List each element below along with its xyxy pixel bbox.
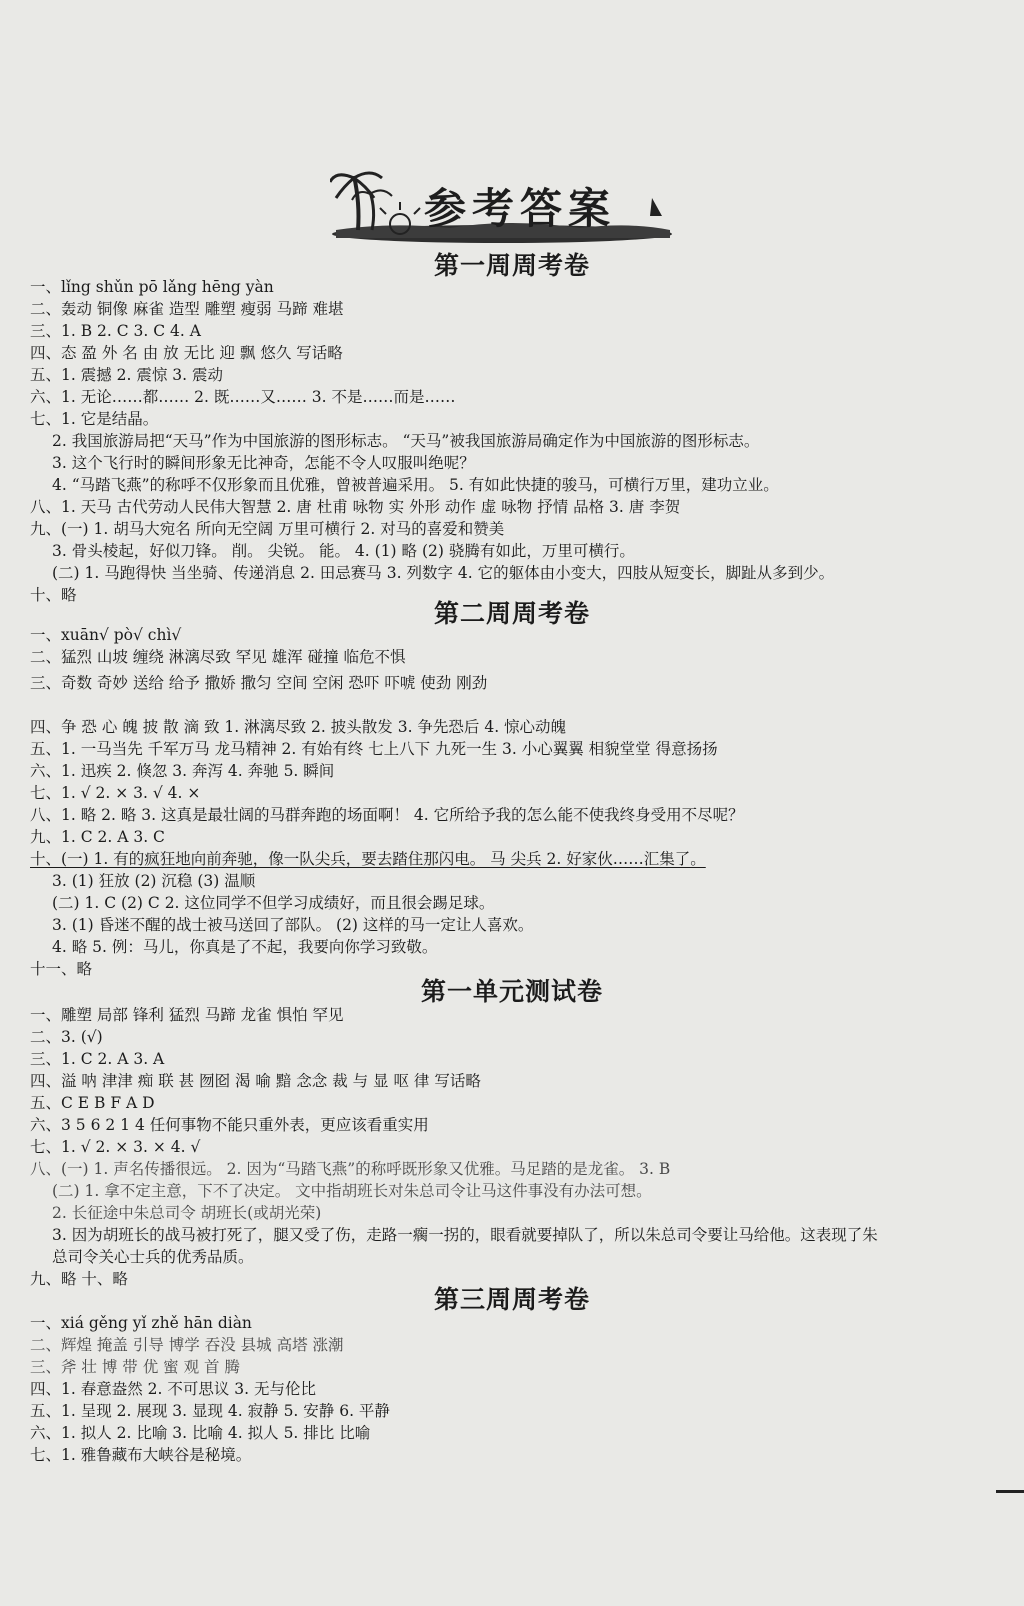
section-title: 第一周周考卷 — [433, 251, 590, 280]
answer-line: 九、(一) 1. 胡马大宛名 所向无空阔 万里可横行 2. 对马的喜爱和赞美 — [30, 520, 505, 538]
page-edge-mark — [996, 1490, 1024, 1493]
answer-line: 十一、略 — [30, 960, 93, 978]
answer-line: 七、1. 雅鲁藏布大峡谷是秘境。 — [30, 1446, 252, 1464]
answer-line: 三、1. B 2. C 3. C 4. A — [30, 322, 201, 340]
answer-line: 六、1. 拟人 2. 比喻 3. 比喻 4. 拟人 5. 排比 比喻 — [30, 1424, 371, 1442]
answer-line: 四、争 恐 心 魄 披 散 滴 致 1. 淋漓尽致 2. 披头散发 3. 争先恐后 4. 惊心动魄 — [30, 718, 567, 736]
answer-line: 3. 因为胡班长的战马被打死了，腿又受了伤，走路一瘸一拐的，眼看就要掉队了，所以朱总司令要让马给他。这表现了朱 — [52, 1226, 878, 1244]
answer-line: 2. 长征途中朱总司令 胡班长(或胡光荣) — [52, 1204, 322, 1222]
answer-line: 七、1. 它是结晶。 — [30, 410, 159, 428]
section-title: 第二周周考卷 — [433, 599, 590, 628]
answer-line: 五、1. 呈现 2. 展现 3. 显现 4. 寂静 5. 安静 6. 平静 — [30, 1402, 390, 1420]
answer-line: 一、xuān√ pò√ chì√ — [30, 626, 182, 644]
answer-line: 一、雕塑 局部 锋利 猛烈 马蹄 龙雀 惧怕 罕见 — [30, 1006, 344, 1024]
answer-line: 二、轰动 铜像 麻雀 造型 雕塑 瘦弱 马蹄 难堪 — [30, 300, 344, 318]
answer-line: 3. 这个飞行时的瞬间形象无比神奇，怎能不令人叹服叫绝呢？ — [52, 454, 475, 472]
answer-line: 八、(一) 1. 声名传播很远。 2. 因为“马踏飞燕”的称呼既形象又优雅。马足踏的是龙雀。 3. B — [30, 1160, 671, 1178]
answer-line: 一、xiá gěng yǐ zhě hān diàn — [30, 1314, 252, 1332]
answer-line: 3. 骨头棱起，好似刀锋。 削。 尖锐。 能。 4. (1) 略 (2) 骁腾有如此，万里可横行。 — [52, 542, 635, 560]
answer-line: 十、(一) 1. 有的疯狂地向前奔驰，像一队尖兵，要去踏住那闪电。 马 尖兵 2. 好家伙……汇集了。 — [30, 850, 706, 868]
answer-line: 十、略 — [30, 586, 77, 604]
answer-banner — [330, 168, 675, 246]
answer-line: 五、C E B F A D — [30, 1094, 155, 1112]
answer-line: 七、1. √ 2. × 3. × 4. √ — [30, 1138, 201, 1156]
answer-line: 九、略 十、略 — [30, 1270, 128, 1288]
answer-line: 总司令关心士兵的优秀品质。 — [52, 1248, 254, 1266]
answer-line: (二) 1. C (2) C 2. 这位同学不但学习成绩好，而且很会踢足球。 — [52, 894, 495, 912]
answer-line: 八、1. 天马 古代劳动人民伟大智慧 2. 唐 杜甫 咏物 实 外形 动作 虚 咏物 抒情 品格 3. 唐 李贺 — [30, 498, 681, 516]
answer-line: 六、1. 无论……都…… 2. 既……又…… 3. 不是……而是…… — [30, 388, 456, 406]
answer-line: 二、3. (√) — [30, 1028, 103, 1046]
answer-line: 五、1. 一马当先 千军万马 龙马精神 2. 有始有终 七上八下 九死一生 3. 小心翼翼 相貌堂堂 得意扬扬 — [30, 740, 718, 758]
answer-line: 四、态 盈 外 名 由 放 无比 迎 飘 悠久 写话略 — [30, 344, 343, 362]
answer-line: 八、1. 略 2. 略 3. 这真是最壮阔的马群奔跑的场面啊！ 4. 它所给予我的怎么能不使我终身受用不尽呢？ — [30, 806, 744, 824]
answer-line: 九、1. C 2. A 3. C — [30, 828, 165, 846]
answer-line: 五、1. 震撼 2. 震惊 3. 震动 — [30, 366, 224, 384]
section-title: 第三周周考卷 — [433, 1285, 590, 1314]
answer-line: (二) 1. 马跑得快 当坐骑、传递消息 2. 田忌赛马 3. 列数字 4. 它的躯体由小变大，四肢从短变长，脚趾从多到少。 — [52, 564, 835, 582]
answer-line: 三、奇数 奇妙 送给 给予 撒娇 撒匀 空间 空闲 恐吓 吓唬 使劲 刚劲 — [30, 674, 488, 692]
answer-line: 六、1. 迅疾 2. 倏忽 3. 奔泻 4. 奔驰 5. 瞬间 — [30, 762, 335, 780]
answer-line: 三、斧 壮 博 带 优 蜜 观 首 腾 — [30, 1358, 240, 1376]
answer-line: 六、3 5 6 2 1 4 任何事物不能只重外表，更应该看重实用 — [30, 1116, 429, 1134]
section-title: 第一单元测试卷 — [420, 977, 603, 1006]
answer-line: 一、lǐng shǔn pō lǎng hēng yàn — [30, 278, 274, 296]
answer-line: 3. (1) 昏迷不醒的战士被马送回了部队。 (2) 这样的马一定让人喜欢。 — [52, 916, 534, 934]
answer-line: 2. 我国旅游局把“天马”作为中国旅游的图形标志。 “天马”被我国旅游局确定作为中国旅游的图形标志。 — [52, 432, 760, 450]
answer-line: 二、辉煌 掩盖 引导 博学 吞没 县城 高塔 涨潮 — [30, 1336, 344, 1354]
answer-line: 七、1. √ 2. × 3. √ 4. × — [30, 784, 201, 802]
answer-line: 二、猛烈 山坡 缠绕 淋漓尽致 罕见 雄浑 碰撞 临危不惧 — [30, 648, 406, 666]
answer-line: 三、1. C 2. A 3. A — [30, 1050, 165, 1068]
answer-line: 四、1. 春意盎然 2. 不可思议 3. 无与伦比 — [30, 1380, 317, 1398]
answer-line: 4. “马踏飞燕”的称呼不仅形象而且优雅，曾被普遍采用。 5. 有如此快捷的骏马，可横行万里，建功立业。 — [52, 476, 779, 494]
page-title: 参考答案 — [424, 184, 617, 233]
answer-line: (二) 1. 拿不定主意，下不了决定。 文中指胡班长对朱总司令让马这件事没有办法可想。 — [52, 1182, 652, 1200]
answer-line: 4. 略 5. 例：马儿，你真是了不起，我要向你学习致敬。 — [52, 938, 438, 956]
answer-line: 四、溢 呐 津津 痴 联 甚 囫囵 渴 喻 黯 念念 裁 与 显 呕 律 写话略 — [30, 1072, 481, 1090]
answer-line: 3. (1) 狂放 (2) 沉稳 (3) 温顺 — [52, 872, 256, 890]
